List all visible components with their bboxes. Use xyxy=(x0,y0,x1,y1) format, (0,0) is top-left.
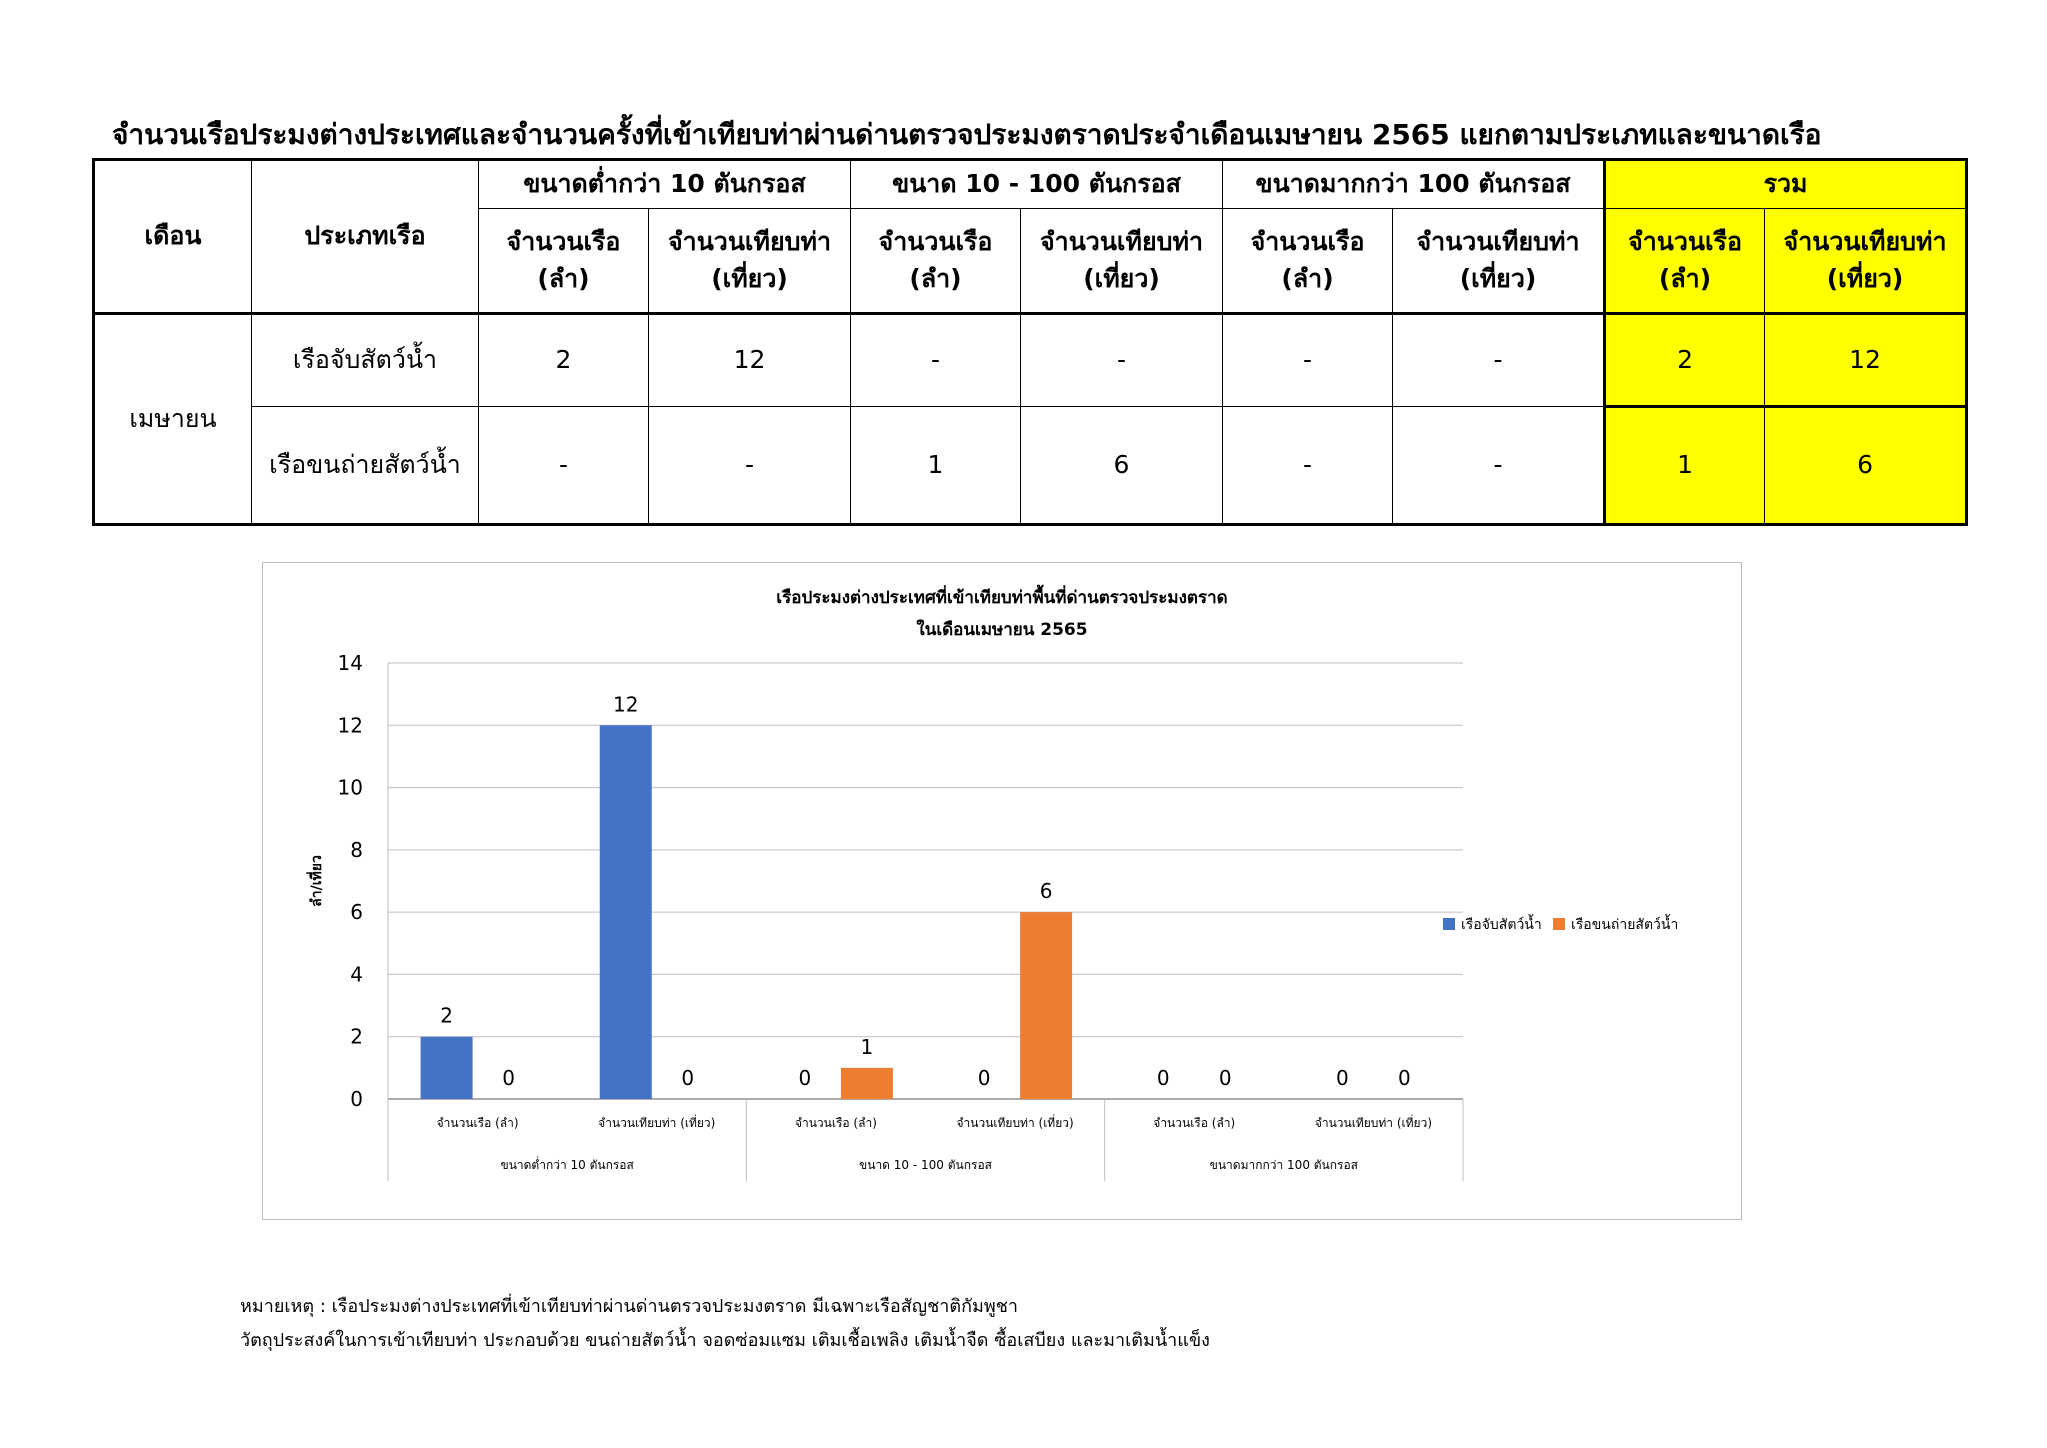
value-cell: 6 xyxy=(1021,407,1223,525)
header-trips: จำนวนเทียบท่า (เที่ยว) xyxy=(649,209,851,314)
header-trips: จำนวนเทียบท่า (เที่ยว) xyxy=(1021,209,1223,314)
y-tick-label: 4 xyxy=(350,962,363,987)
total-cell: 1 xyxy=(1605,407,1765,525)
data-label: 0 xyxy=(1218,1066,1232,1090)
y-tick-label: 8 xyxy=(350,837,363,862)
boat-type-cell: เรือขนถ่ายสัตว์น้ำ xyxy=(252,407,479,525)
value-cell: - xyxy=(1393,407,1605,525)
header-total-trips: จำนวนเทียบท่า (เที่ยว) xyxy=(1765,209,1967,314)
value-cell: - xyxy=(851,314,1021,407)
data-label: 12 xyxy=(613,692,639,717)
total-cell: 2 xyxy=(1605,314,1765,407)
value-cell: - xyxy=(1021,314,1223,407)
total-cell: 12 xyxy=(1765,314,1967,407)
month-cell: เมษายน xyxy=(94,314,252,525)
chart-title: เรือประมงต่างประเทศที่เข้าเทียบท่าพื้นที่ด่านตรวจประมงตราด xyxy=(776,588,1228,608)
bar-chart xyxy=(263,563,1741,1219)
x-tick-label: จำนวนเรือ (ลำ) xyxy=(1153,1116,1236,1130)
note-line-2: วัตถุประสงค์ในการเข้าเทียบท่า ประกอบด้วย ขนถ่ายสัตว์น้ำ จอดซ่อมแซม เติมเชื้อเพลิง เติมน้ำจืด ซื้อเสบียง และมาเติมน้ำแข็ง xyxy=(240,1330,1210,1351)
chart-container xyxy=(262,562,1742,1220)
table-row xyxy=(94,314,1967,407)
y-tick-label: 0 xyxy=(350,1087,363,1111)
value-cell: 12 xyxy=(649,314,851,407)
y-tick-label: 12 xyxy=(337,713,363,738)
data-label: 0 xyxy=(977,1066,991,1090)
value-cell: - xyxy=(479,407,649,525)
page-title: จำนวนเรือประมงต่างประเทศและจำนวนครั้งที่เข้าเทียบท่าผ่านด่านตรวจประมงตราดประจำเดือนเมษายน 2565 แยกตามประเภทและขนาดเรือ xyxy=(112,118,1822,151)
header-trips: จำนวนเทียบท่า (เที่ยว) xyxy=(1393,209,1605,314)
header-boat-type: ประเภทเรือ xyxy=(252,160,479,314)
header-boats: จำนวนเรือ (ลำ) xyxy=(1223,209,1393,314)
y-tick-label: 14 xyxy=(337,651,363,675)
data-label: 2 xyxy=(440,1003,453,1028)
table-row xyxy=(94,407,1967,525)
total-cell: 6 xyxy=(1765,407,1967,525)
header-month: เดือน xyxy=(94,160,252,314)
x-tick-label: จำนวนเรือ (ลำ) xyxy=(794,1116,877,1130)
boat-type-cell: เรือจับสัตว์น้ำ xyxy=(252,314,479,407)
stats-table xyxy=(92,158,1968,526)
bar-transshipment xyxy=(841,1068,893,1099)
value-cell: - xyxy=(649,407,851,525)
value-cell: 1 xyxy=(851,407,1021,525)
header-group-over-100: ขนาดมากกว่า 100 ตันกรอส xyxy=(1223,160,1605,209)
data-label: 0 xyxy=(1156,1066,1170,1090)
y-tick-label: 10 xyxy=(337,775,363,800)
header-group-total: รวม xyxy=(1605,160,1967,209)
y-tick-label: 2 xyxy=(350,1024,363,1049)
note-line-1: หมายเหตุ : เรือประมงต่างประเทศที่เข้าเทียบท่าผ่านด่านตรวจประมงตราด มีเฉพาะเรือสัญชาติกัมพูชา xyxy=(240,1296,1019,1317)
group-label: ขนาดต่ำกว่า 10 ตันกรอส xyxy=(500,1158,634,1172)
header-total-boats: จำนวนเรือ (ลำ) xyxy=(1605,209,1765,314)
legend-swatch xyxy=(1553,918,1565,930)
data-label: 0 xyxy=(681,1066,695,1090)
legend-label: เรือจับสัตว์น้ำ xyxy=(1461,917,1542,933)
group-label: ขนาดมากกว่า 100 ตันกรอส xyxy=(1209,1158,1359,1172)
header-group-under-10: ขนาดต่ำกว่า 10 ตันกรอส xyxy=(479,160,851,209)
group-label: ขนาด 10 - 100 ตันกรอส xyxy=(859,1158,992,1172)
data-label: 1 xyxy=(860,1034,874,1059)
chart-subtitle: ในเดือนเมษายน 2565 xyxy=(916,620,1088,640)
header-group-10-100: ขนาด 10 - 100 ตันกรอส xyxy=(851,160,1223,209)
value-cell: - xyxy=(1223,407,1393,525)
legend-label: เรือขนถ่ายสัตว์น้ำ xyxy=(1571,917,1679,933)
header-boats: จำนวนเรือ (ลำ) xyxy=(479,209,649,314)
value-cell: - xyxy=(1223,314,1393,407)
data-label: 0 xyxy=(798,1066,812,1090)
data-label: 0 xyxy=(1336,1066,1349,1090)
bar-fishing xyxy=(421,1037,473,1099)
data-label: 0 xyxy=(502,1066,515,1090)
bar-fishing xyxy=(600,725,652,1099)
x-tick-label: จำนวนเทียบท่า (เที่ยว) xyxy=(598,1116,716,1130)
bar-transshipment xyxy=(1020,912,1072,1099)
legend-swatch xyxy=(1443,918,1455,930)
y-axis-label: ลำ/เที่ยว xyxy=(309,855,325,907)
y-tick-label: 6 xyxy=(350,900,363,925)
x-tick-label: จำนวนเทียบท่า (เที่ยว) xyxy=(1314,1116,1433,1130)
data-label: 6 xyxy=(1039,879,1053,904)
value-cell: 2 xyxy=(479,314,649,407)
header-boats: จำนวนเรือ (ลำ) xyxy=(851,209,1021,314)
footnotes xyxy=(240,1290,1210,1358)
x-tick-label: จำนวนเรือ (ลำ) xyxy=(436,1116,519,1130)
value-cell: - xyxy=(1393,314,1605,407)
x-tick-label: จำนวนเทียบท่า (เที่ยว) xyxy=(956,1116,1074,1130)
data-label: 0 xyxy=(1398,1066,1411,1090)
